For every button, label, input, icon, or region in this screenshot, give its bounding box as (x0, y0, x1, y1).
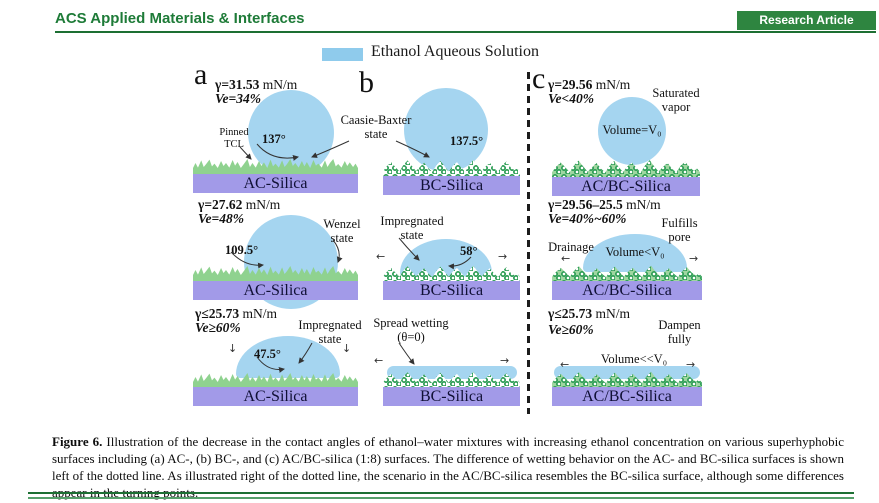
a2-substrate-bar: AC-Silica (193, 281, 358, 300)
c3-volume-label: Volume<<V₀ (600, 352, 668, 366)
journal-title: ACS Applied Materials & Interfaces (55, 10, 305, 27)
c2-ve: Ve=40%~60% (548, 211, 627, 226)
a3-gamma: γ≤25.73 mN/m (195, 306, 277, 321)
c1-ve: Ve<40% (548, 91, 594, 106)
a1-contact-angle: 137° (262, 132, 286, 146)
c1-saturated-vapor-label: Saturated vapor (652, 86, 700, 115)
wenzel-state-label: Wenzel state (323, 217, 361, 246)
legend-label: Ethanol Aqueous Solution (371, 43, 539, 60)
a3-ve: Ve≥60% (195, 320, 241, 335)
article-type-badge: Research Article (737, 11, 876, 30)
a1-gamma: γ=31.53 mN/m (215, 77, 298, 92)
b2-droplet (400, 239, 492, 277)
c3-ve: Ve≥60% (548, 322, 594, 337)
a1-pinned-tcl-label: Pinned TCL (219, 127, 249, 151)
figure-caption-text: Illustration of the decrease in the contact angles of ethanol–water mixtures with increasing ethanol concentration on various superhyphobic surfaces including (a) AC-, (b) BC-, and (c) AC/BC-silica (1:8) surfaces. The difference of wetting behavior on the AC- and BC-silica surfaces is shown left of the dotted line. As illustrated right of the dotted line, the scenario in the AC/BC-silica resembles the BC-silica surface, although some differences appear in the turning points. (52, 434, 844, 500)
c3-gamma: γ≤25.73 mN/m (548, 306, 630, 321)
arrow-right-icon: → (689, 252, 699, 265)
panel-label-c: c (532, 62, 546, 95)
a2-contact-angle: 109.5° (225, 243, 259, 257)
c2-gamma: γ=29.56–25.5 mN/m (548, 197, 661, 212)
a2-gamma: γ=27.62 mN/m (198, 197, 281, 212)
legend-swatch (322, 48, 363, 61)
c1-volume-label: Volume=V₀ (602, 123, 662, 137)
figure-caption (52, 433, 844, 501)
panel-label-a: a (194, 58, 208, 91)
a3-substrate-bar: AC-Silica (193, 387, 358, 406)
a3-impregnated-label: Impregnated state (298, 318, 362, 347)
cassie-baxter-label: Caasie-Baxter state (340, 113, 412, 142)
footer-rule (28, 492, 854, 499)
arrow-right-icon: → (500, 354, 510, 367)
arrow-left-icon: ← (374, 354, 384, 367)
arrow-left-icon: ← (376, 250, 386, 263)
b3-spread-wetting-label: Spread wetting (θ=0) (373, 316, 449, 345)
a3-contact-angle: 47.5° (254, 347, 281, 361)
a1-ve: Ve=34% (215, 91, 261, 106)
a1-substrate-bar: AC-Silica (193, 174, 358, 193)
b1-substrate-bar: BC-Silica (383, 176, 520, 195)
header-rule (55, 31, 876, 33)
b3-substrate-bar: BC-Silica (383, 387, 520, 406)
arrow-right-icon: → (686, 358, 696, 371)
dotted-divider (527, 72, 530, 414)
arrow-right-icon: → (498, 250, 508, 263)
panel-label-b: b (359, 66, 374, 99)
arrow-down-icon: ↓ (342, 342, 352, 355)
c1-substrate-bar: AC/BC-Silica (552, 177, 700, 196)
arrow-left-icon: ← (560, 358, 570, 371)
b1-contact-angle: 137.5° (450, 134, 484, 148)
c1-gamma: γ=29.56 mN/m (548, 77, 631, 92)
c2-fulfills-pore-label: Fulfills pore (661, 216, 698, 245)
b2-contact-angle: 58° (460, 244, 478, 258)
c3-substrate-bar: AC/BC-Silica (552, 387, 702, 406)
c2-substrate-bar: AC/BC-Silica (552, 281, 702, 300)
b2-impregnated-label: Impregnated state (380, 214, 444, 243)
arrow-down-icon: ↓ (228, 342, 238, 355)
a2-ve: Ve=48% (198, 211, 244, 226)
c2-volume-label: Volume<V₀ (605, 245, 665, 259)
b2-substrate-bar: BC-Silica (383, 281, 520, 300)
arrow-left-icon: ← (561, 252, 571, 265)
c2-drainage-label: Drainage (548, 240, 594, 254)
figure-caption-label: Figure 6. (52, 434, 103, 449)
c3-dampen-fully-label: Dampen fully (658, 318, 701, 347)
